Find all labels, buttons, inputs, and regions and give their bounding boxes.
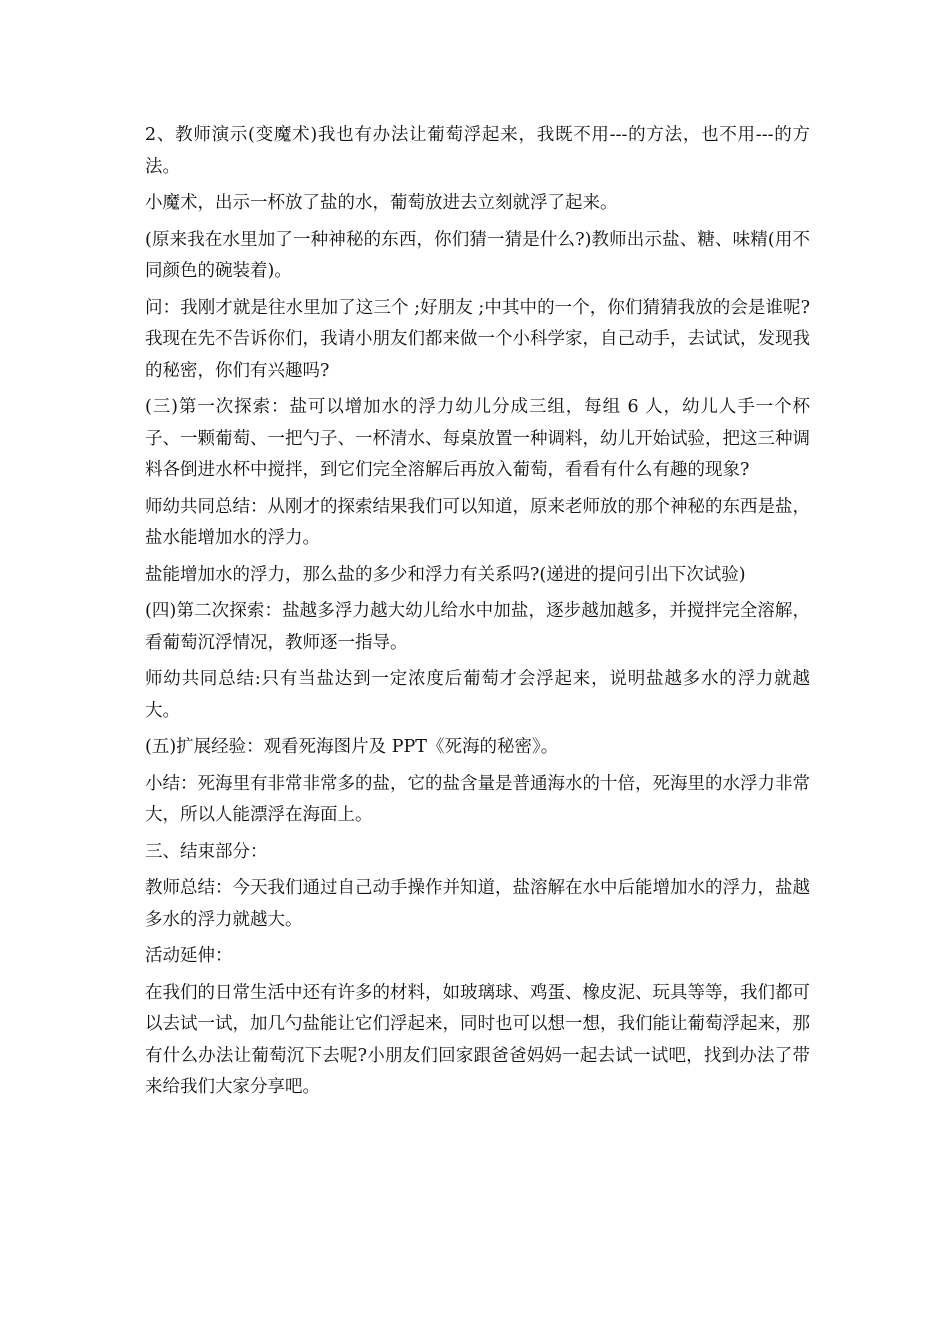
paragraph-follow-up-question: 盐能增加水的浮力，那么盐的多少和浮力有关系吗?(递进的提问引出下次试验) — [145, 564, 746, 585]
section-heading-ending: 三、结束部分： — [145, 841, 268, 862]
paragraph-first-exploration: (三)第一次探索：盐可以增加水的浮力幼儿分成三组，每组 6 人，幼儿人手一个杯子、一颗葡萄、一把勺子、一杯清水、每桌放置一种调料，幼儿开始试验，把这三种调料各倒进水杯中搅拌，到它们完全溶解后再放入葡萄，看看有什么有趣的现象? — [145, 397, 810, 480]
paragraph-activity-extension: 在我们的日常生活中还有许多的材料，如玻璃球、鸡蛋、橡皮泥、玩具等等，我们都可以去试一试，加几勺盐能让它们浮起来，同时也可以想一想，我们能让葡萄浮起来，那有什么办法让葡萄沉下去呢?小朋友们回家跟爸爸妈妈一起去试一试吧，找到办法了带来给我们大家分享吧。 — [145, 982, 810, 1097]
paragraph-extended-experience: (五)扩展经验：观看死海图片及 PPT《死海的秘密》。 — [145, 737, 559, 757]
paragraph-magic-trick: 小魔术，出示一杯放了盐的水，葡萄放进去立刻就浮了起来。 — [145, 193, 618, 213]
paragraph-question: 问：我刚才就是往水里加了这三个 ;好朋友 ;中其中的一个，你们猜猜我放的会是谁呢?我现在先不告诉你们，我请小朋友们都来做一个小科学家，自己动手，去试试，发现我的秘密，你们有兴趣吗? — [145, 297, 810, 381]
paragraph-teacher-conclusion: 教师总结：今天我们通过自己动手操作并知道，盐溶解在水中后能增加水的浮力，盐越多水的浮力就越大。 — [145, 878, 810, 930]
paragraph-teacher-demo: 2、教师演示(变魔术)我也有办法让葡萄浮起来，我既不用---的方法，也不用---的方法。 — [145, 125, 810, 177]
document-body — [145, 120, 810, 1109]
paragraph-summary-1: 师幼共同总结：从刚才的探索结果我们可以知道，原来老师放的那个神秘的东西是盐，盐水能增加水的浮力。 — [145, 496, 810, 548]
paragraph-mystery-ingredient: (原来我在水里加了一种神秘的东西，你们猜一猜是什么?)教师出示盐、糖、味精(用不同颜色的碗装着)。 — [145, 229, 810, 281]
section-heading-extension: 活动延伸： — [145, 946, 233, 966]
paragraph-second-exploration: (四)第二次探索：盐越多浮力越大幼儿给水中加盐，逐步越加越多，并搅拌完全溶解，看葡萄沉浮情况，教师逐一指导。 — [145, 601, 810, 653]
paragraph-summary-2: 师幼共同总结:只有当盐达到一定浓度后葡萄才会浮起来，说明盐越多水的浮力就越大。 — [145, 669, 810, 721]
paragraph-dead-sea-summary: 小结：死海里有非常非常多的盐，它的盐含量是普通海水的十倍，死海里的水浮力非常大，所以人能漂浮在海面上。 — [145, 773, 810, 825]
